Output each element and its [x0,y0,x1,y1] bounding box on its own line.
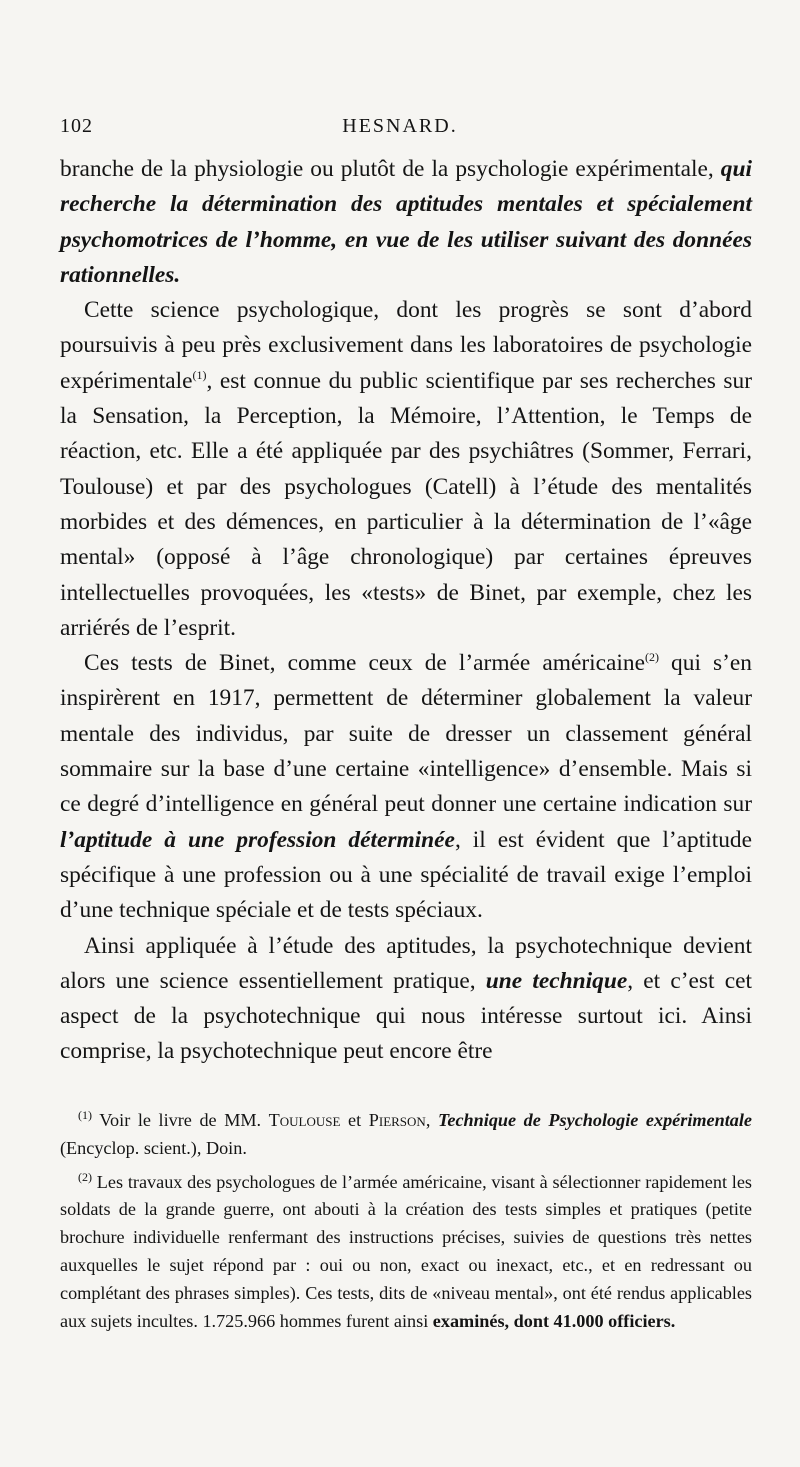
paragraph-1-italic: qui recherche la détermination des aptitudes mentales et spécialement psychomotrices de l’homme, en vue de les utiliser suivant des données rationnelles. [60,156,752,288]
page-header [60,115,740,145]
footnotes [60,1107,752,1335]
paragraph-3-text-b: qui s’en inspirèrent en 1917, permettent de déterminer globalement la valeur mentale des individus, par suite de dresser un classement général sommaire sur la base d’une certaine «intelligence» d’ensemble. Mais si ce degré d’intelligence en général peut donner une certaine indication sur [60,650,752,818]
footnote-1-book-title: Technique de Psychologie expérimentale [437,1110,752,1130]
page-number: 102 [60,115,93,137]
paragraph-1 [60,152,752,293]
paragraph-2-text-a: Cette science psychologique, dont les progrès se sont d’abord poursuivis à peu près exclusivement dans les laboratoires de psychologie expérimentale [60,297,752,394]
body-text [60,152,752,1070]
paragraph-3-italic: l’aptitude à une profession déterminée [60,826,455,853]
paragraph-2 [60,293,752,646]
footnote-1-text-b: et [340,1110,369,1130]
footnote-2 [60,1169,752,1336]
paragraph-4-italic: une technique [485,967,628,994]
running-head: HESNARD. [342,115,458,137]
paragraph-3 [60,646,752,928]
footnote-2-marker: (2) [78,1169,92,1184]
footnote-ref-1: (1) [192,367,207,382]
paragraph-4 [60,929,752,1070]
footnote-1-text-a: Voir le livre de MM. [92,1110,269,1130]
paragraph-3-text-c: , il est évident que l’aptitude spécifique à une profession ou à une spécialité de travail exige l’emploi d’une technique spéciale et de tests spéciaux. [60,826,752,924]
footnote-1-text-c: , [425,1110,438,1130]
footnote-1-author-2: Pierson [368,1110,426,1130]
footnote-1-text-d: (Encyclop. scient.), Doin. [60,1137,247,1158]
paragraph-3-text-a: Ces tests de Binet, comme ceux de l’armée américaine [84,650,645,677]
footnote-ref-2: (2) [644,650,659,665]
footnote-1-author-1: Toulouse [268,1110,341,1130]
paragraph-4-text-a: Ainsi appliquée à l’étude des aptitudes, la psychotechnique devient alors une science essentiellement pratique, [60,932,752,994]
footnote-2-bold-text: examinés, dont 41.000 officiers. [432,1310,676,1331]
footnote-1-marker: (1) [78,1107,92,1122]
paragraph-1-text: branche de la physiologie ou plutôt de la psychologie expérimentale, [60,156,721,182]
paragraph-2-text-b: , est connue du public scientifique par ses recherches sur la Sensation, la Perception, la Mémoire, l’Attention, le Temps de réaction, etc. Elle a été appliquée par des psychiâtres (Sommer, Ferrari, Toulouse) et par des psychologues (Catell) à l’étude des mentalités morbides et des démences, en particulier à la détermination de l’«âge mental» (opposé à l’âge chronologique) par certaines épreuves intellectuelles provoquées, les «tests» de Binet, par exemple, chez les arriérés de l’esprit. [60,367,752,641]
footnote-1 [60,1107,752,1163]
footnote-2-text: Les travaux des psychologues de l’armée américaine, visant à sélectionner rapidement les soldats de la grande guerre, ont abouti à la création des tests simples et pratiques (petite brochure individuelle renfermant des instructions précises, suivies de questions très nettes auxquelles le sujet répond par : oui ou non, exact ou inexact, etc., et en redressant ou complétant des phrases simples). Ces tests, dits de «niveau mental», ont été rendus applicables aux sujets incultes. 1.725.966 hommes furent ainsi [60,1171,752,1331]
paragraph-4-text-b: , et c’est cet aspect de la psychotechnique qui nous intéresse surtout ici. Ainsi comprise, la psychotechnique peut encore être [60,967,752,1065]
